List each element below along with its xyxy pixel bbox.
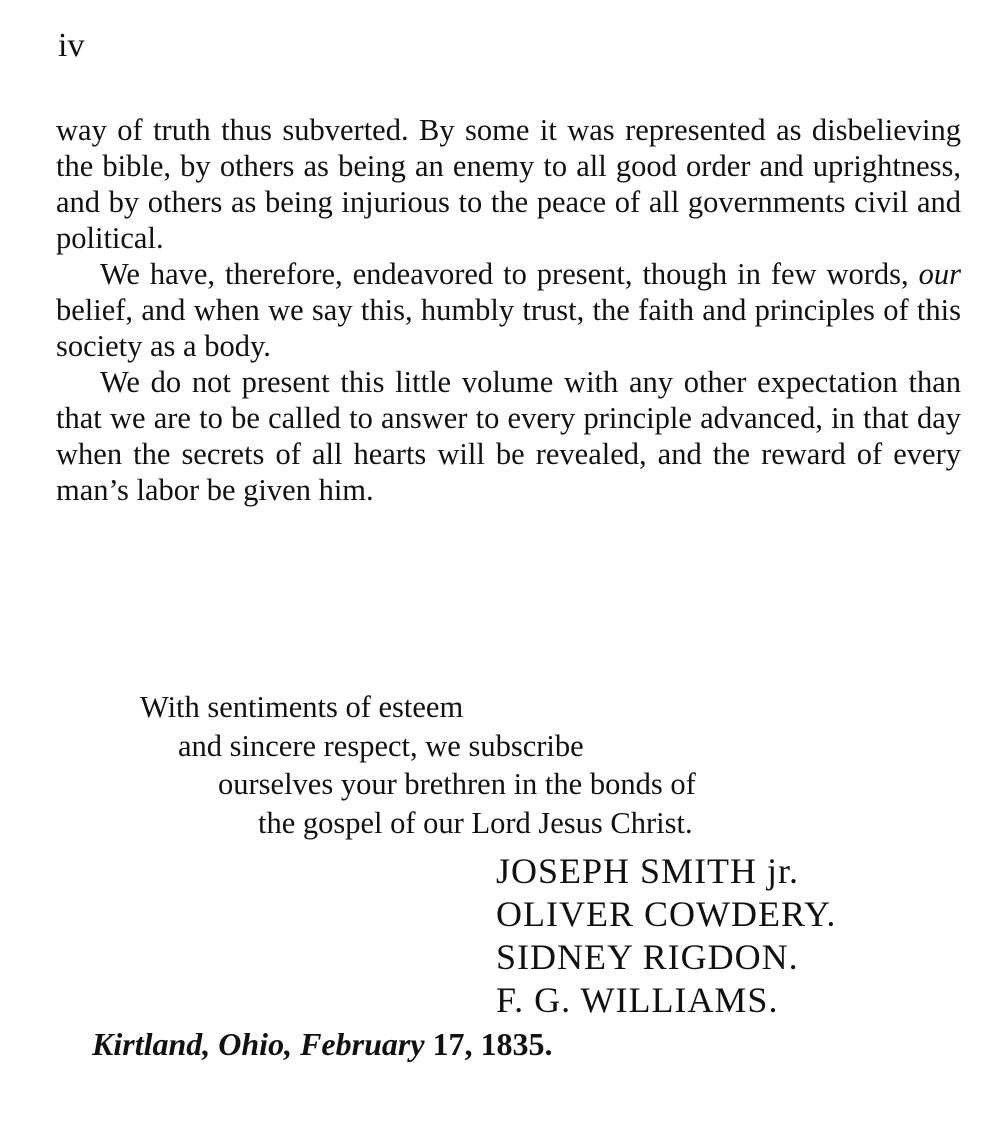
signature-name: F. G. WILLIAMS. (496, 980, 779, 1020)
signature-name: JOSEPH SMITH jr. (496, 851, 800, 891)
signature-block (496, 850, 836, 1022)
paragraph-3: We do not present this little volume with any other expectation than that we are to be called to answer to every principle advanced, in that day when the secrets of all hearts will be revealed, and the reward of every man’s labor be given him. (56, 365, 961, 507)
paragraph-2-after: belief, and when we say this, humbly trust, the faith and principles of this society as a body. (56, 293, 961, 363)
closing-line: and sincere respect, we subscribe (178, 728, 584, 763)
closing-line: the gospel of our Lord Jesus Christ. (258, 805, 693, 840)
closing-line: With sentiments of esteem (140, 690, 464, 724)
page-number: iv (58, 27, 85, 64)
paragraph-2 (56, 256, 961, 364)
dateline-date: 17, 1835. (432, 1026, 553, 1062)
closing-line: ourselves your brethren in the bonds of (218, 767, 696, 801)
closing-salutation (0, 688, 997, 842)
signature-name: OLIVER COWDERY. (496, 894, 837, 934)
paragraph-2-before: We have, therefore, endeavored to present, though in few words, (100, 257, 919, 291)
dateline-place: Kirtland, Ohio, February (92, 1026, 425, 1062)
preface-body (56, 112, 961, 508)
paragraph-2-emphasis: our (918, 257, 961, 291)
dateline (92, 1024, 553, 1064)
signature-name: SIDNEY RIGDON. (496, 937, 799, 977)
paragraph-1: way of truth thus subverted. By some it was represented as disbelieving the bible, by others as being an enemy to all good order and uprightness, and by others as being injurious to the peace of all governments civil and political. (56, 113, 961, 255)
